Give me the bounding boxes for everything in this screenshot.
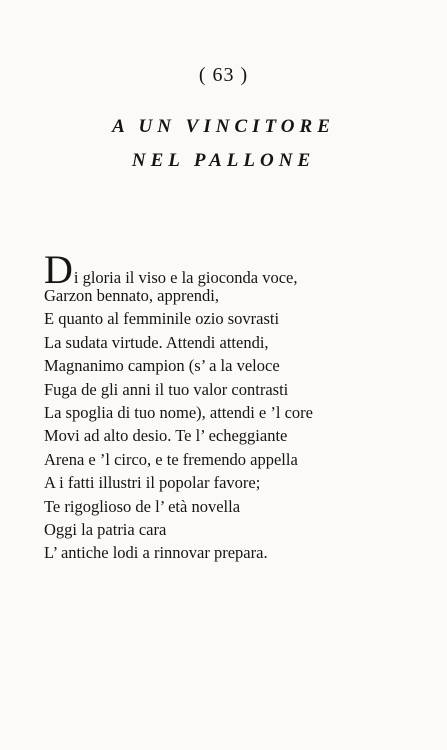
poem-line: Garzon bennato, apprendi, — [44, 286, 220, 305]
page-number: ( 63 ) — [198, 64, 249, 86]
poem-line — [44, 247, 424, 292]
poem-line: La sudata virtude. Attendi attendi, — [44, 332, 269, 352]
poem-line: E quanto al femminile ozio sovrasti — [44, 309, 280, 329]
poem-title-line-2: NEL PALLONE — [131, 150, 316, 171]
poem-line: Magnanimo campion (s’ a la veloce — [44, 356, 280, 376]
poem-line: Arena e ’l circo, e te fremendo appella — [44, 449, 298, 469]
poem-line-text: i gloria il viso e la gioconda voce, — [73, 268, 298, 287]
drop-cap: D — [44, 247, 73, 292]
poem-body — [44, 247, 424, 565]
poem-line: Oggi la patria cara — [44, 519, 167, 539]
poem-line: A i fatti illustri il popolar favore; — [44, 473, 261, 493]
poem-line: La spoglia di tuo nome), attendi e ’l core — [44, 402, 313, 422]
poem-line: Fuga de gli anni il tuo valor contrasti — [44, 379, 289, 399]
poem-line: Movi ad alto desio. Te l’ echeggiante — [44, 426, 288, 446]
poem-title-line-1: A UN VINCITORE — [112, 116, 335, 137]
poem-line: Te rigoglioso de l’ età novella — [44, 496, 241, 516]
poem-line: L’ antiche lodi a rinnovar prepara. — [44, 543, 268, 563]
